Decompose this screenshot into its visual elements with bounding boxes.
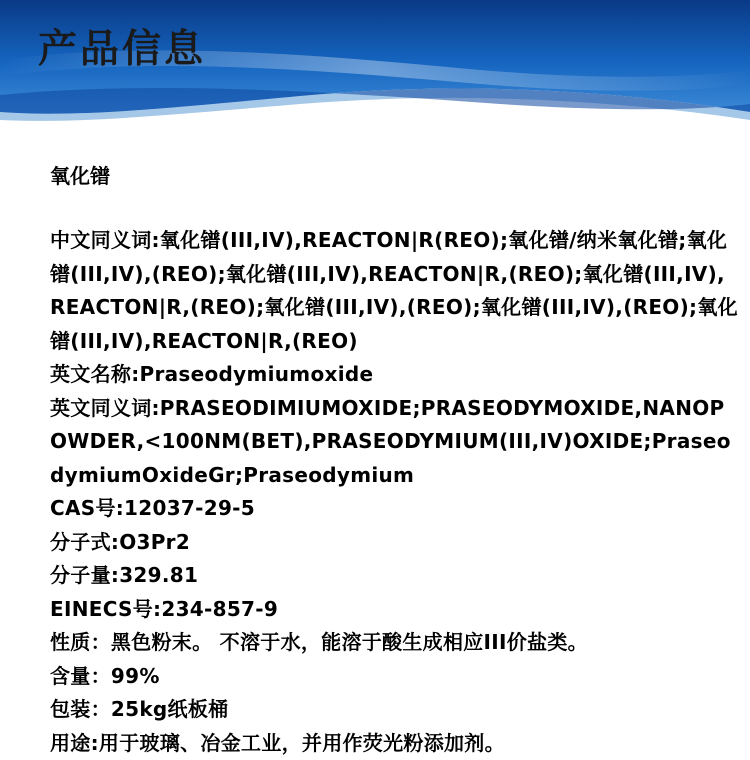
header-banner (0, 0, 750, 135)
page-title: 产品信息 (38, 30, 206, 69)
properties: 性质：黑色粉末。 不溶于水，能溶于酸生成相应III价盐类。 (50, 626, 740, 660)
product-name: 氧化镨 (50, 160, 740, 192)
english-synonyms: 英文同义词:PRASEODIMIUMOXIDE;PRASEODYMOXIDE,NANOPOWDER,<100NM(BET),PRASEODYMIUM(III,IV)OXIDE;PraseodymiumOxideGr;Praseodymium (50, 392, 740, 493)
packaging: 包装：25kg纸板桶 (50, 693, 740, 727)
english-name: 英文名称:Praseodymiumoxide (50, 358, 740, 392)
content-purity: 含量：99% (50, 660, 740, 694)
cas-number: CAS号:12037-29-5 (50, 492, 740, 526)
molecular-weight: 分子量:329.81 (50, 559, 740, 593)
chinese-synonyms: 中文同义词:氧化镨(III,IV),REACTON|R(REO);氧化镨/纳米氧化镨;氧化镨(III,IV),(REO);氧化镨(III,IV),REACTON|R,(REO);氧化镨(III,IV),REACTON|R,(REO);氧化镨(III,IV),(REO);氧化镨(III,IV),(REO);氧化镨(III,IV),REACTON|R,(REO) (50, 224, 740, 358)
product-info-body (50, 160, 740, 760)
molecular-formula: 分子式:O3Pr2 (50, 526, 740, 560)
usage: 用途:用于玻璃、冶金工业，并用作荧光粉添加剂。 (50, 727, 740, 760)
einecs-number: EINECS号:234-857-9 (50, 593, 740, 627)
